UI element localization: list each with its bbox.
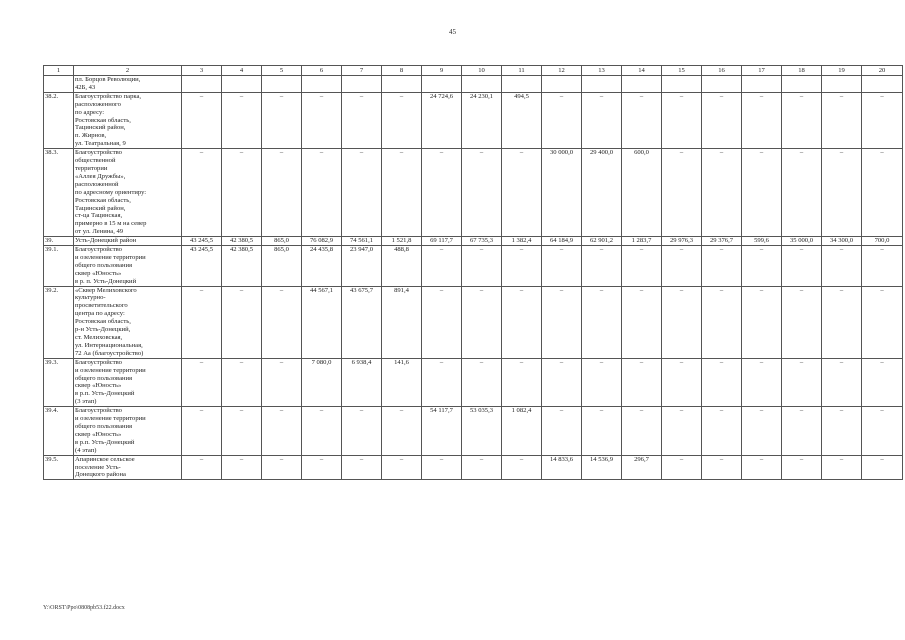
value-cell: –	[702, 149, 742, 237]
object-name: Благоустройство и озеленение территории общего пользования сквер «Юность» в р.п. Усть-Донецкий (4 этап)	[74, 407, 182, 455]
value-cell: –	[582, 286, 622, 358]
value-cell: –	[702, 286, 742, 358]
value-cell: –	[342, 455, 382, 480]
row-number: 39.2.	[44, 286, 74, 358]
table-row	[44, 246, 903, 287]
value-cell: –	[782, 246, 822, 287]
value-cell: –	[462, 455, 502, 480]
value-cell: 29 400,0	[582, 149, 622, 237]
object-name: Апаринское сельское поселение Усть- Донецкого района	[74, 455, 182, 480]
value-cell: 700,0	[862, 237, 903, 246]
value-cell: 141,6	[382, 358, 422, 406]
value-cell: –	[422, 358, 462, 406]
value-cell: 865,0	[262, 237, 302, 246]
value-cell: –	[702, 92, 742, 148]
column-header: 5	[262, 66, 302, 76]
value-cell: –	[222, 455, 262, 480]
object-name: «Сквер Мелиховского культурно- просветительского центра по адресу: Ростовская область, р-н Усть-Донецкий, ст. Мелиховская, ул. Интернациональная, 72 Аа (благоустройство)	[74, 286, 182, 358]
value-cell: 29 376,7	[702, 237, 742, 246]
value-cell: –	[662, 246, 702, 287]
value-cell	[742, 76, 782, 93]
row-number: 39.5.	[44, 455, 74, 480]
value-cell: 599,6	[742, 237, 782, 246]
value-cell: –	[862, 286, 903, 358]
value-cell: –	[822, 455, 862, 480]
value-cell: –	[222, 92, 262, 148]
object-name: Благоустройство и озеленение территории общего пользования сквер «Юность» в р. п. Усть-Донецкий	[74, 246, 182, 287]
value-cell: –	[742, 455, 782, 480]
value-cell	[502, 76, 542, 93]
value-cell: –	[822, 358, 862, 406]
value-cell	[822, 76, 862, 93]
value-cell: 494,5	[502, 92, 542, 148]
column-header: 9	[422, 66, 462, 76]
value-cell: 29 976,3	[662, 237, 702, 246]
value-cell: 64 184,9	[542, 237, 582, 246]
value-cell: 865,0	[262, 246, 302, 287]
value-cell: 7 080,0	[302, 358, 342, 406]
value-cell: –	[382, 455, 422, 480]
value-cell	[422, 76, 462, 93]
value-cell: –	[862, 358, 903, 406]
value-cell	[582, 76, 622, 93]
value-cell: –	[582, 358, 622, 406]
column-header: 2	[74, 66, 182, 76]
value-cell	[702, 76, 742, 93]
value-cell: –	[502, 149, 542, 237]
table-row	[44, 76, 903, 93]
value-cell: –	[502, 358, 542, 406]
column-header: 4	[222, 66, 262, 76]
value-cell: –	[862, 455, 903, 480]
value-cell: 35 000,0	[782, 237, 822, 246]
value-cell: –	[502, 286, 542, 358]
value-cell	[622, 76, 662, 93]
column-header: 17	[742, 66, 782, 76]
value-cell	[222, 76, 262, 93]
table-row	[44, 286, 903, 358]
value-cell: –	[542, 286, 582, 358]
value-cell: 54 117,7	[422, 407, 462, 455]
value-cell: –	[422, 149, 462, 237]
value-cell: –	[542, 246, 582, 287]
value-cell: –	[622, 92, 662, 148]
value-cell: –	[862, 149, 903, 237]
row-number	[44, 76, 74, 93]
value-cell	[382, 76, 422, 93]
column-header: 20	[862, 66, 903, 76]
value-cell: 43 245,5	[182, 237, 222, 246]
column-header: 16	[702, 66, 742, 76]
value-cell: –	[822, 246, 862, 287]
value-cell: –	[222, 286, 262, 358]
value-cell: –	[662, 455, 702, 480]
value-cell: –	[542, 407, 582, 455]
value-cell: –	[542, 92, 582, 148]
value-cell: –	[822, 149, 862, 237]
value-cell: 1 382,4	[502, 237, 542, 246]
value-cell: –	[342, 407, 382, 455]
column-header: 3	[182, 66, 222, 76]
column-header: 19	[822, 66, 862, 76]
value-cell: –	[822, 92, 862, 148]
value-cell: –	[302, 407, 342, 455]
value-cell: –	[582, 407, 622, 455]
value-cell: –	[382, 407, 422, 455]
value-cell: 891,4	[382, 286, 422, 358]
column-header: 6	[302, 66, 342, 76]
value-cell: 74 561,1	[342, 237, 382, 246]
value-cell: –	[182, 92, 222, 148]
value-cell: –	[222, 149, 262, 237]
row-number: 38.3.	[44, 149, 74, 237]
value-cell: –	[582, 92, 622, 148]
value-cell: 296,7	[622, 455, 662, 480]
value-cell: –	[462, 286, 502, 358]
value-cell: –	[782, 358, 822, 406]
value-cell: –	[262, 455, 302, 480]
value-cell: –	[662, 407, 702, 455]
value-cell: –	[702, 358, 742, 406]
row-number: 39.1.	[44, 246, 74, 287]
value-cell	[182, 76, 222, 93]
column-header: 7	[342, 66, 382, 76]
value-cell: 600,0	[622, 149, 662, 237]
value-cell: –	[622, 407, 662, 455]
value-cell	[782, 76, 822, 93]
value-cell: 62 901,2	[582, 237, 622, 246]
column-header: 15	[662, 66, 702, 76]
table-row	[44, 149, 903, 237]
value-cell: –	[582, 246, 622, 287]
value-cell: 53 035,3	[462, 407, 502, 455]
value-cell: –	[782, 407, 822, 455]
value-cell: –	[302, 92, 342, 148]
value-cell: 76 082,9	[302, 237, 342, 246]
value-cell: 44 567,1	[302, 286, 342, 358]
value-cell	[262, 76, 302, 93]
value-cell: 30 000,0	[542, 149, 582, 237]
value-cell: –	[662, 92, 702, 148]
value-cell: –	[622, 358, 662, 406]
value-cell: 42 380,5	[222, 246, 262, 287]
value-cell	[862, 76, 903, 93]
value-cell: –	[782, 286, 822, 358]
value-cell: 14 833,6	[542, 455, 582, 480]
value-cell: 1 521,8	[382, 237, 422, 246]
value-cell	[542, 76, 582, 93]
column-header: 11	[502, 66, 542, 76]
value-cell: –	[462, 149, 502, 237]
column-number-row	[44, 66, 903, 76]
value-cell: 42 380,5	[222, 237, 262, 246]
value-cell: 24 230,1	[462, 92, 502, 148]
value-cell: –	[742, 149, 782, 237]
value-cell: –	[782, 149, 822, 237]
value-cell: –	[182, 407, 222, 455]
value-cell: –	[742, 246, 782, 287]
value-cell: –	[862, 92, 903, 148]
value-cell	[462, 76, 502, 93]
value-cell: –	[662, 286, 702, 358]
value-cell: 24 724,6	[422, 92, 462, 148]
value-cell	[302, 76, 342, 93]
value-cell: –	[342, 149, 382, 237]
table-row	[44, 455, 903, 480]
value-cell: –	[702, 246, 742, 287]
value-cell: –	[702, 407, 742, 455]
value-cell: –	[622, 246, 662, 287]
value-cell: –	[382, 149, 422, 237]
value-cell: –	[182, 455, 222, 480]
value-cell: –	[862, 407, 903, 455]
table-row	[44, 358, 903, 406]
value-cell: –	[622, 286, 662, 358]
value-cell: –	[782, 455, 822, 480]
value-cell: –	[222, 358, 262, 406]
value-cell: 1 082,4	[502, 407, 542, 455]
row-number: 39.3.	[44, 358, 74, 406]
row-number: 39.4.	[44, 407, 74, 455]
value-cell: 69 117,7	[422, 237, 462, 246]
value-cell: –	[742, 92, 782, 148]
value-cell: –	[262, 149, 302, 237]
value-cell	[662, 76, 702, 93]
value-cell: –	[422, 286, 462, 358]
value-cell: –	[742, 358, 782, 406]
column-header: 8	[382, 66, 422, 76]
value-cell: –	[182, 358, 222, 406]
value-cell: 23 947,0	[342, 246, 382, 287]
value-cell: 6 938,4	[342, 358, 382, 406]
value-cell: –	[182, 149, 222, 237]
column-header: 12	[542, 66, 582, 76]
value-cell: –	[462, 246, 502, 287]
value-cell: –	[342, 92, 382, 148]
object-name: Благоустройство и озеленение территории общего пользования сквер «Юность» в р.п. Усть-Донецкий (3 этап)	[74, 358, 182, 406]
value-cell: –	[302, 455, 342, 480]
value-cell: –	[702, 455, 742, 480]
column-header: 1	[44, 66, 74, 76]
page-number: 45	[449, 28, 456, 36]
value-cell: –	[542, 358, 582, 406]
table-row	[44, 92, 903, 148]
file-path-footer: Y:\ORST\Ppo\0808pb53.f22.docx	[43, 605, 125, 611]
value-cell: –	[662, 149, 702, 237]
value-cell: –	[822, 407, 862, 455]
value-cell: –	[742, 286, 782, 358]
object-name: Благоустройство общественной территории «Аллея Дружбы», расположенной по адресному ориентиру: Ростовская область, Тацинский район, ст-ца Тацинская, примерно в 15 м на север от ул. Ленина, 49	[74, 149, 182, 237]
table-row	[44, 237, 903, 246]
value-cell: –	[782, 92, 822, 148]
value-cell	[342, 76, 382, 93]
value-cell: –	[502, 246, 542, 287]
value-cell: –	[422, 246, 462, 287]
value-cell: 1 283,7	[622, 237, 662, 246]
value-cell: –	[822, 286, 862, 358]
object-name: Благоустройство парка, расположенного по адресу: Ростовская область, Тацинский район, п. Жирнов, ул. Театральная, 9	[74, 92, 182, 148]
table-row	[44, 407, 903, 455]
value-cell: –	[382, 92, 422, 148]
value-cell: –	[222, 407, 262, 455]
value-cell: –	[862, 246, 903, 287]
object-name: Усть-Донецкий район	[74, 237, 182, 246]
value-cell: –	[182, 286, 222, 358]
budget-table	[43, 65, 903, 480]
column-header: 10	[462, 66, 502, 76]
row-number: 39.	[44, 237, 74, 246]
value-cell: 43 675,7	[342, 286, 382, 358]
column-header: 18	[782, 66, 822, 76]
value-cell: –	[502, 455, 542, 480]
row-number: 38.2.	[44, 92, 74, 148]
value-cell: 488,8	[382, 246, 422, 287]
value-cell: 67 735,3	[462, 237, 502, 246]
value-cell: –	[662, 358, 702, 406]
value-cell: –	[422, 455, 462, 480]
value-cell: –	[302, 149, 342, 237]
value-cell: –	[262, 286, 302, 358]
value-cell: –	[742, 407, 782, 455]
value-cell: 24 435,8	[302, 246, 342, 287]
object-name: пл. Борцов Революции, 42Б, 43	[74, 76, 182, 93]
value-cell: 34 300,0	[822, 237, 862, 246]
value-cell: 43 245,5	[182, 246, 222, 287]
value-cell: –	[262, 358, 302, 406]
value-cell: –	[262, 92, 302, 148]
column-header: 13	[582, 66, 622, 76]
value-cell: 14 536,9	[582, 455, 622, 480]
value-cell: –	[462, 358, 502, 406]
value-cell: –	[262, 407, 302, 455]
column-header: 14	[622, 66, 662, 76]
